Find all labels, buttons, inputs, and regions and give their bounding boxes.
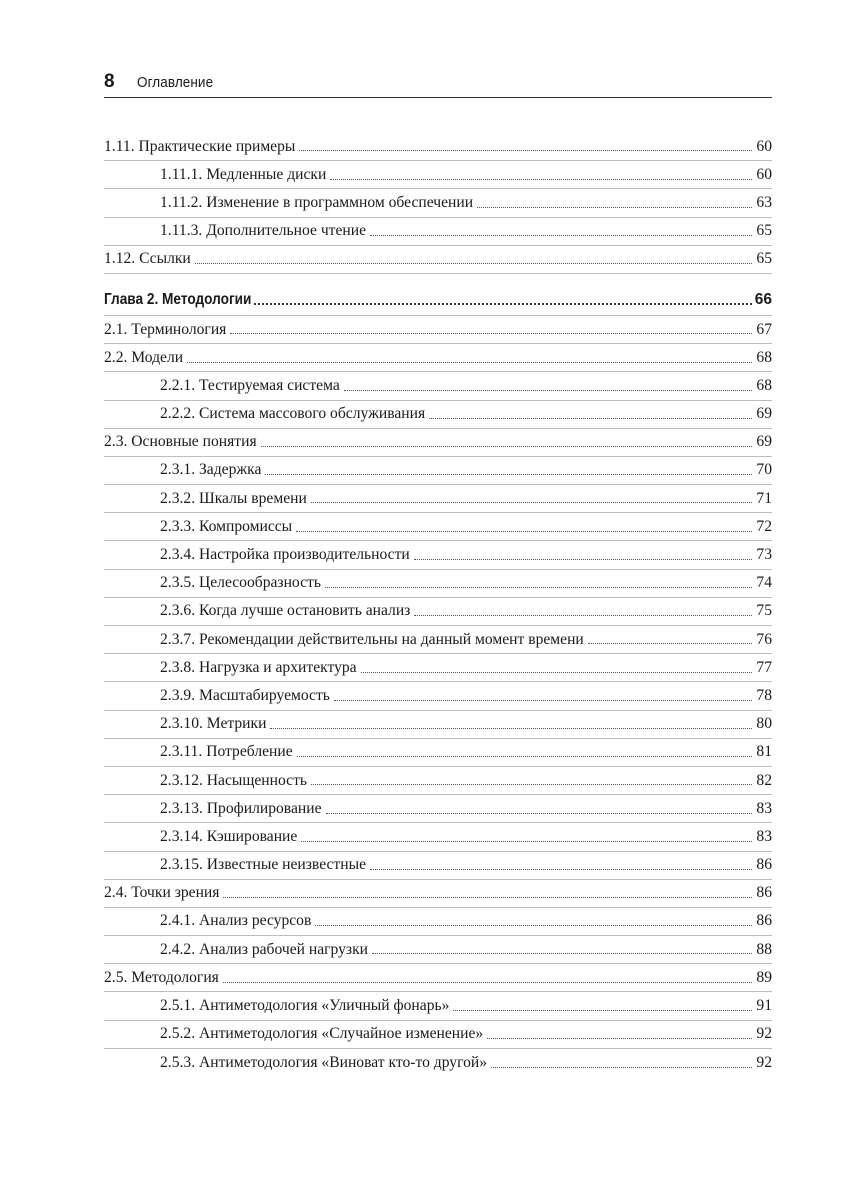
toc-chapter-title: Глава 2. Методологии — [104, 291, 252, 309]
toc-entry-page: 89 — [756, 968, 772, 986]
page-number: 8 — [104, 71, 115, 92]
toc-entry-title: 1.12. Ссылки — [104, 250, 191, 268]
toc-entry[interactable] — [104, 372, 772, 400]
toc-entry-title: 1.11. Практические примеры — [104, 137, 296, 155]
toc-entry-page: 82 — [756, 771, 772, 789]
leader-dots — [230, 322, 752, 338]
toc-entry[interactable] — [104, 936, 772, 964]
toc-entry-page: 69 — [756, 433, 772, 451]
toc-entry[interactable] — [104, 1021, 772, 1049]
toc-entry[interactable] — [104, 513, 772, 541]
toc-entry[interactable] — [104, 133, 772, 161]
leader-dots — [301, 829, 752, 845]
toc-entry-title: 2.5.1. Антиметодология «Уличный фонарь» — [160, 997, 450, 1015]
running-title: Оглавление — [136, 74, 213, 91]
toc-entry[interactable] — [104, 344, 772, 372]
table-of-contents — [104, 133, 772, 1077]
toc-entry-title: 1.11.2. Изменение в программном обеспечении — [160, 193, 474, 211]
toc-entry-title: 2.3.10. Метрики — [160, 715, 267, 733]
toc-entry-title: 2.3.8. Нагрузка и архитектура — [160, 658, 357, 676]
toc-entry-title: 2.3.9. Масштабируемость — [160, 686, 330, 704]
toc-entry-title: 2.3.5. Целесообразность — [160, 574, 321, 592]
leader-dots — [414, 604, 752, 620]
leader-dots — [588, 632, 752, 648]
toc-entry[interactable] — [104, 541, 772, 569]
toc-entry[interactable] — [104, 429, 772, 457]
toc-entry-page: 86 — [756, 884, 772, 902]
toc-entry-page: 70 — [756, 461, 772, 479]
leader-dots — [297, 745, 752, 761]
toc-entry-title: 2.4.1. Анализ ресурсов — [160, 912, 312, 930]
leader-dots — [270, 716, 752, 732]
toc-entry-title: 1.11.1. Медленные диски — [160, 165, 327, 183]
leader-dots — [265, 463, 752, 479]
toc-entry-title: 2.3.4. Настройка производительности — [160, 546, 410, 564]
toc-entry-title: 2.3.2. Шкалы времени — [160, 489, 307, 507]
leader-dots — [223, 885, 752, 901]
toc-entry-page: 67 — [756, 320, 772, 338]
toc-group-after-chapter — [104, 316, 772, 1077]
toc-entry-title: 2.3.1. Задержка — [160, 461, 262, 479]
toc-entry-title: 2.3.6. Когда лучше остановить анализ — [160, 602, 411, 620]
toc-entry-page: 81 — [756, 743, 772, 761]
toc-entry-page: 76 — [756, 630, 772, 648]
toc-entry[interactable] — [104, 767, 772, 795]
toc-entry-page: 68 — [756, 348, 772, 366]
toc-entry-page: 60 — [756, 165, 772, 183]
toc-entry-page: 71 — [756, 489, 772, 507]
toc-entry-page: 65 — [756, 250, 772, 268]
toc-chapter-entry[interactable] — [104, 286, 772, 316]
toc-entry[interactable] — [104, 739, 772, 767]
leader-dots — [299, 139, 752, 155]
toc-entry-page: 65 — [756, 222, 772, 240]
leader-dots — [254, 293, 753, 309]
header-rule — [104, 97, 772, 98]
toc-entry[interactable] — [104, 1049, 772, 1077]
leader-dots — [330, 167, 752, 183]
toc-entry-page: 69 — [756, 405, 772, 423]
toc-entry[interactable] — [104, 218, 772, 246]
toc-entry-page: 73 — [756, 546, 772, 564]
toc-entry[interactable] — [104, 316, 772, 344]
toc-entry-title: 1.11.3. Дополнительное чтение — [160, 222, 367, 240]
toc-entry[interactable] — [104, 823, 772, 851]
toc-entry-title: 2.3.3. Компромиссы — [160, 517, 293, 535]
toc-entry[interactable] — [104, 992, 772, 1020]
toc-entry-title: 2.5.2. Антиметодология «Случайное изменение» — [160, 1025, 484, 1043]
toc-entry-title: 2.5.3. Антиметодология «Виноват кто-то другой» — [160, 1053, 488, 1071]
toc-entry-title: 2.3.11. Потребление — [160, 743, 293, 761]
toc-entry-title: 2.3. Основные понятия — [104, 433, 257, 451]
toc-entry[interactable] — [104, 485, 772, 513]
leader-dots — [223, 970, 752, 986]
leader-dots — [195, 252, 752, 268]
leader-dots — [296, 519, 752, 535]
leader-dots — [414, 547, 752, 563]
toc-entry-page: 77 — [756, 658, 772, 676]
toc-entry-title: 2.4.2. Анализ рабочей нагрузки — [160, 940, 369, 958]
toc-entry[interactable] — [104, 161, 772, 189]
toc-entry-page: 86 — [756, 856, 772, 874]
toc-entry[interactable] — [104, 457, 772, 485]
toc-entry-page: 83 — [756, 799, 772, 817]
leader-dots — [261, 434, 752, 450]
toc-entry[interactable] — [104, 570, 772, 598]
leader-dots — [325, 575, 752, 591]
toc-entry-page: 86 — [756, 912, 772, 930]
toc-chapter-page: 66 — [754, 291, 772, 309]
toc-entry-page: 92 — [756, 1025, 772, 1043]
toc-entry-title: 2.4. Точки зрения — [104, 884, 220, 902]
toc-entry-page: 91 — [756, 997, 772, 1015]
toc-entry-title: 2.2.1. Тестируемая система — [160, 376, 340, 394]
leader-dots — [311, 491, 752, 507]
toc-entry[interactable] — [104, 908, 772, 936]
toc-entry[interactable] — [104, 598, 772, 626]
page-header — [104, 68, 772, 94]
toc-entry[interactable] — [104, 626, 772, 654]
toc-entry[interactable] — [104, 711, 772, 739]
leader-dots — [491, 1055, 752, 1071]
toc-entry-title: 2.2.2. Система массового обслуживания — [160, 405, 426, 423]
toc-entry[interactable] — [104, 401, 772, 429]
toc-entry-title: 2.3.14. Кэширование — [160, 827, 298, 845]
toc-entry[interactable] — [104, 795, 772, 823]
toc-entry[interactable] — [104, 964, 772, 992]
toc-entry-title: 2.3.12. Насыщенность — [160, 771, 308, 789]
leader-dots — [326, 801, 753, 817]
toc-entry-page: 68 — [756, 376, 772, 394]
toc-entry-title: 2.1. Терминология — [104, 320, 227, 338]
toc-entry[interactable] — [104, 852, 772, 880]
toc-entry-page: 78 — [756, 686, 772, 704]
toc-entry[interactable] — [104, 880, 772, 908]
toc-entry-title: 2.3.7. Рекомендации действительны на данный момент времени — [160, 630, 584, 648]
leader-dots — [453, 998, 752, 1014]
toc-entry-page: 74 — [756, 574, 772, 592]
toc-entry[interactable] — [104, 189, 772, 217]
leader-dots — [477, 195, 752, 211]
toc-entry[interactable] — [104, 654, 772, 682]
toc-entry-page: 72 — [756, 517, 772, 535]
toc-entry-title: 2.5. Методология — [104, 968, 219, 986]
toc-entry[interactable] — [104, 682, 772, 710]
leader-dots — [361, 660, 752, 676]
toc-group-before-chapter — [104, 133, 772, 274]
toc-entry-page: 60 — [756, 137, 772, 155]
leader-dots — [187, 350, 752, 366]
leader-dots — [429, 406, 752, 422]
leader-dots — [334, 688, 752, 704]
toc-entry-title: 2.3.13. Профилирование — [160, 799, 322, 817]
leader-dots — [370, 223, 752, 239]
leader-dots — [370, 857, 752, 873]
toc-entry-page: 88 — [756, 940, 772, 958]
toc-entry-page: 80 — [756, 715, 772, 733]
toc-entry-page: 75 — [756, 602, 772, 620]
toc-entry-page: 83 — [756, 827, 772, 845]
leader-dots — [372, 942, 752, 958]
leader-dots — [487, 1026, 752, 1042]
toc-entry[interactable] — [104, 246, 772, 274]
toc-entry-page: 92 — [756, 1053, 772, 1071]
toc-entry-title: 2.3.15. Известные неизвестные — [160, 856, 366, 874]
leader-dots — [315, 914, 752, 930]
toc-entry-page: 63 — [756, 193, 772, 211]
leader-dots — [344, 378, 752, 394]
toc-entry-title: 2.2. Модели — [104, 348, 184, 366]
leader-dots — [311, 773, 752, 789]
